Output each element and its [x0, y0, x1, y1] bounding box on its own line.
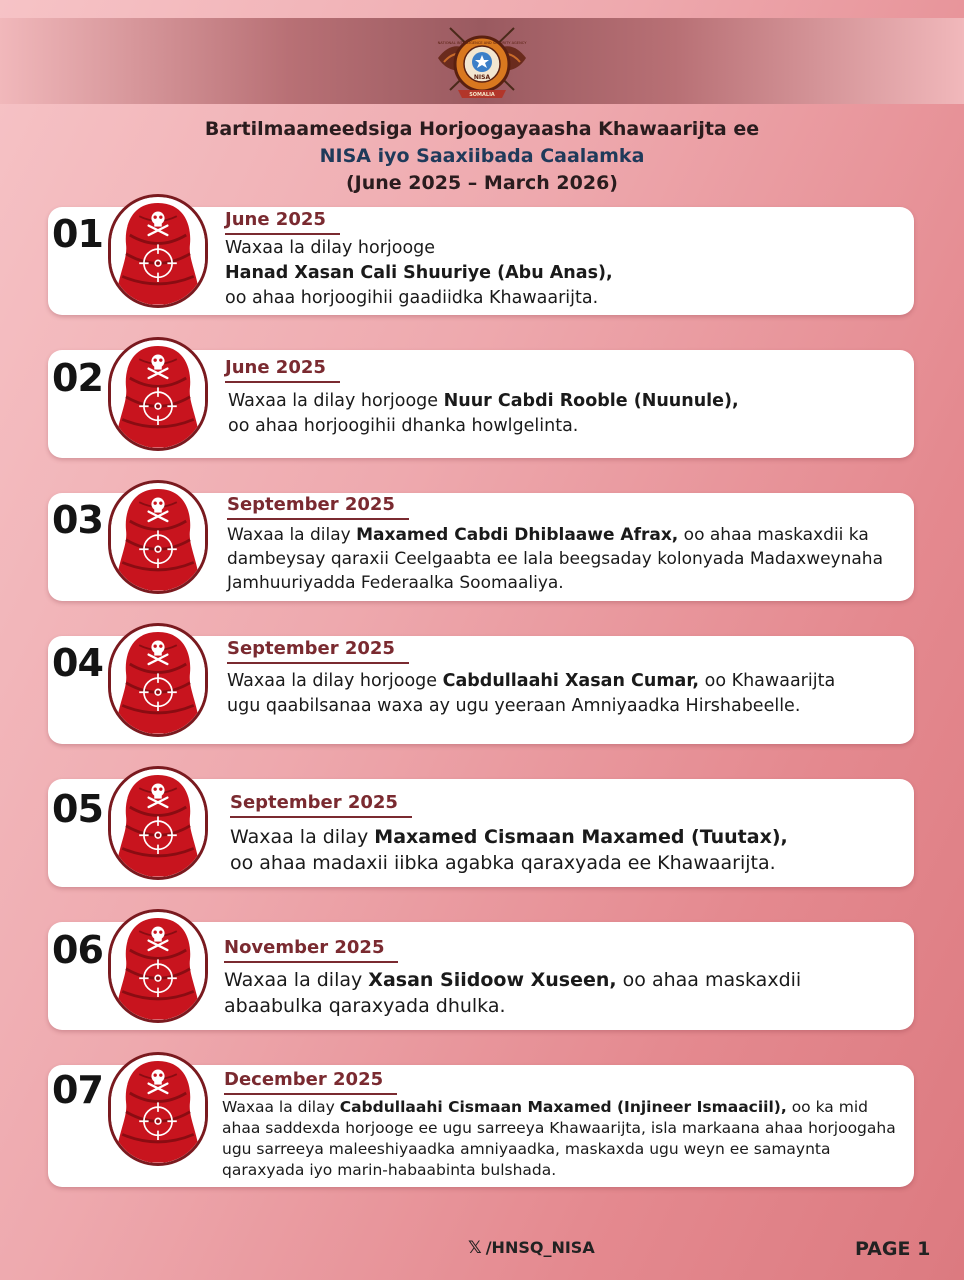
social-handle[interactable] [468, 1238, 595, 1258]
entry-date: December 2025 [224, 1069, 397, 1095]
nisa-emblem [428, 18, 536, 104]
entry-description [228, 389, 908, 439]
entry-description [222, 1097, 908, 1181]
entry-number: 03 [52, 498, 103, 542]
target-avatar-icon [108, 766, 208, 880]
entry-date: September 2025 [230, 792, 412, 818]
entry-number: 02 [52, 356, 103, 400]
entry-name: Maxamed Cabdi Dhiblaawe Afrax, [356, 525, 679, 545]
target-avatar-icon [108, 623, 208, 737]
entry-number: 01 [52, 212, 103, 256]
entry-number: 06 [52, 928, 103, 972]
entry-description [227, 669, 847, 719]
title-line-3: (June 2025 – March 2026) [346, 172, 618, 194]
entry-pre: Waxaa la dilay horjooge [227, 671, 443, 691]
entry-pre: Waxaa la dilay [222, 1098, 340, 1116]
entry-number: 05 [52, 787, 103, 831]
entry-date: November 2025 [224, 937, 398, 963]
target-avatar-icon [108, 1052, 208, 1166]
entry-pre: Waxaa la dilay horjooge [225, 238, 436, 258]
target-avatar-icon [108, 480, 208, 594]
entry-date: June 2025 [225, 357, 340, 383]
target-avatar-icon [108, 909, 208, 1023]
entry-date: September 2025 [227, 494, 409, 520]
entry-post: oo ahaa horjoogihii dhanka howlgelinta. [228, 416, 579, 436]
entry-name: Cabdullaahi Xasan Cumar, [442, 671, 700, 691]
emblem-text-mid: NISA [473, 74, 491, 81]
entry-description [227, 523, 897, 595]
page-title [0, 116, 964, 197]
entry-name: Maxamed Cismaan Maxamed (Tuutax), [374, 826, 788, 848]
entry-name: Xasan Siidoow Xuseen, [368, 969, 617, 991]
entry-description [230, 824, 910, 876]
entry-post: oo Khawaarijta ugu qaabilsanaa waxa ay ugu yeeraan Amniyaadka Hirshabeelle. [227, 671, 836, 716]
entry-date: June 2025 [225, 209, 340, 235]
page-number: PAGE 1 [855, 1238, 931, 1260]
target-avatar-icon [108, 194, 208, 308]
entry-post: oo ahaa horjoogihii gaadiidka Khawaarijta. [225, 288, 599, 308]
handle-text: /HNSQ_NISA [485, 1238, 595, 1257]
target-avatar-icon [108, 337, 208, 451]
entry-name: Hanad Xasan Cali Shuuriye (Abu Anas), [225, 263, 613, 283]
entry-number: 04 [52, 641, 103, 685]
entry-name: Nuur Cabdi Rooble (Nuunule), [443, 391, 739, 411]
entry-post: oo ahaa maskaxdii ka dambeysay qaraxii Ceelgaabta ee lala beegsaday kolonyada Madaxweynaha Jamhuuriyadda Federaalka Soomaaliya. [227, 525, 884, 593]
entry-post: oo ka mid ahaa saddexda horjooge ee ugu sarreeya Khawaarijta, isla markaana ahaa horjoogaha ugu sarreeya maleeshiyaadka amniyaadka, maskaxda ugu weyn ee samaynta qaraxyada iyo marin-habaabinta bulshada. [222, 1098, 896, 1179]
entry-post: oo ahaa madaxii iibka agabka qaraxyada ee Khawaarijta. [230, 852, 776, 874]
emblem-text-top: NATIONAL INTELLIGENCE AND SECURITY AGENCY [437, 41, 527, 45]
entry-pre: Waxaa la dilay [230, 826, 375, 848]
entry-post: oo ahaa maskaxdii abaabulka qaraxyada dhulka. [224, 969, 802, 1017]
entry-description [225, 236, 905, 311]
entry-number: 07 [52, 1068, 103, 1112]
entry-description [224, 967, 824, 1019]
entry-pre: Waxaa la dilay [224, 969, 369, 991]
entry-pre: Waxaa la dilay [227, 525, 357, 545]
emblem-text-bottom: SOMALIA [469, 92, 495, 98]
entry-pre: Waxaa la dilay horjooge [228, 391, 444, 411]
title-line-2: NISA iyo Saaxiibada Caalamka [319, 145, 645, 167]
entry-date: September 2025 [227, 638, 409, 664]
title-line-1: Bartilmaameedsiga Horjoogayaasha Khawaarijta ee [204, 118, 760, 140]
entry-name: Cabdullaahi Cismaan Maxamed (Injineer Ismaaciil), [339, 1098, 787, 1116]
x-logo-icon: 𝕏 [468, 1238, 482, 1258]
